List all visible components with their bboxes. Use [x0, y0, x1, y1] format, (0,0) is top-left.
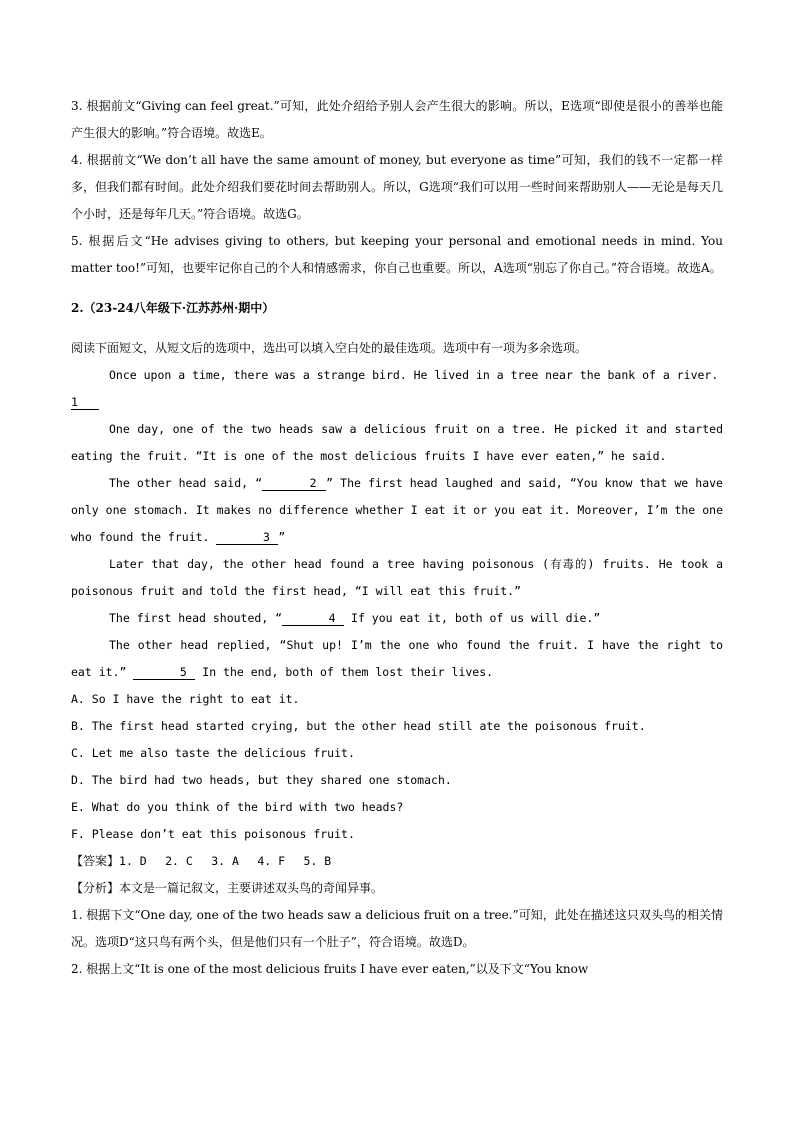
- passage-text: The other head replied, “Shut up! I’m the one who found the fruit. I have the right to eat it.”: [71, 638, 723, 679]
- passage-paragraph-1: [71, 362, 723, 389]
- passage-paragraph-4: Later that day, the other head found a tree having poisonous (有毒的) fruits. He took a poisonous fruit and told the first head, “I will eat this fruit.”: [71, 557, 723, 598]
- question-instruction: 阅读下面短文，从短文后的选项中，选出可以填入空白处的最佳选项。选项中有一项为多余选项。: [71, 341, 588, 355]
- passage-text: If you eat it, both of us will die.”: [351, 611, 601, 625]
- blank-3: 3: [216, 530, 278, 545]
- document-content: [71, 93, 723, 983]
- passage-text: The first head shouted, “: [109, 611, 283, 625]
- passage-text: ”: [278, 530, 286, 544]
- blank-5: 5: [133, 665, 195, 680]
- explanation-4: 4. 根据前文“We don’t all have the same amount of money, but everyone as time”可知，我们的钱不一定都一样多，但我们都有时间。此处介绍我们要花时间去帮助别人。所以，G选项“我们可以用一些时间来帮助别人——无论是每天几个小时，还是每年几天。”符合语境。故选G。: [71, 153, 723, 221]
- answer-value: 1. D 2. C 3. A 4. F 5. B: [119, 854, 332, 868]
- passage-paragraph-3: [71, 470, 723, 551]
- blank-2: 2: [262, 476, 326, 491]
- passage-paragraph-6: [71, 632, 723, 686]
- passage-text: ” The first head laughed and said, “You know that we have only one stomach. It makes no difference whether I eat it or you eat it. Moreover, I’m the one who found the fruit.: [71, 476, 723, 544]
- option-c: C. Let me also taste the delicious fruit.: [71, 746, 355, 760]
- answer-line: [71, 848, 723, 875]
- explanation-2: 2. 根据上文“It is one of the most delicious fruits I have ever eaten,”以及下文“You know: [71, 962, 589, 976]
- question-heading: 2.（23-24八年级下·江苏苏州·期中）: [71, 301, 275, 315]
- option-a: A. So I have the right to eat it.: [71, 692, 300, 706]
- passage-text: The other head said, “: [109, 476, 263, 490]
- passage-text: In the end, both of them lost their lives.: [202, 665, 494, 679]
- passage-text: Once upon a time, there was a strange bird. He lived in a tree near the bank of a river.: [109, 368, 719, 382]
- analysis-line: [71, 875, 723, 902]
- passage-blank-line-1: [71, 389, 723, 416]
- explanation-1: 1. 根据下文“One day, one of the two heads saw a delicious fruit on a tree.”可知，此处在描述这只双头鸟的相关情况。选项D“这只鸟有两个头，但是他们只有一个肚子”，符合语境。故选D。: [71, 908, 723, 949]
- passage-paragraph-2: One day, one of the two heads saw a delicious fruit on a tree. He picked it and started eating the fruit. “It is one of the most delicious fruits I have ever eaten,” he said.: [71, 422, 723, 463]
- blank-1: 1: [71, 395, 99, 410]
- blank-4: 4: [282, 611, 344, 626]
- analysis-label: 【分析】: [71, 881, 120, 895]
- analysis-value: 本文是一篇记叙文，主要讲述双头鸟的奇闻异事。: [119, 881, 384, 895]
- option-d: D. The bird had two heads, but they shared one stomach.: [71, 773, 452, 787]
- passage-paragraph-5: [71, 605, 723, 632]
- explanation-5: 5. 根据后文“He advises giving to others, but keeping your personal and emotional needs in mind. You matter too!”可知，也要牢记你自己的个人和情感需求，你自己也重要。所以，A选项“别忘了你自己。”符合语境。故选A。: [71, 234, 723, 275]
- answer-label: 【答案】: [71, 854, 120, 868]
- explanation-3: 3. 根据前文“Giving can feel great.”可知，此处介绍给予别人会产生很大的影响。所以，E选项“即使是很小的善举也能产生很大的影响。”符合语境。故选E。: [71, 99, 723, 140]
- option-b: B. The first head started crying, but the other head still ate the poisonous fruit.: [71, 719, 646, 733]
- option-e: E. What do you think of the bird with two heads?: [71, 800, 404, 814]
- option-f: F. Please don’t eat this poisonous fruit.: [71, 827, 355, 841]
